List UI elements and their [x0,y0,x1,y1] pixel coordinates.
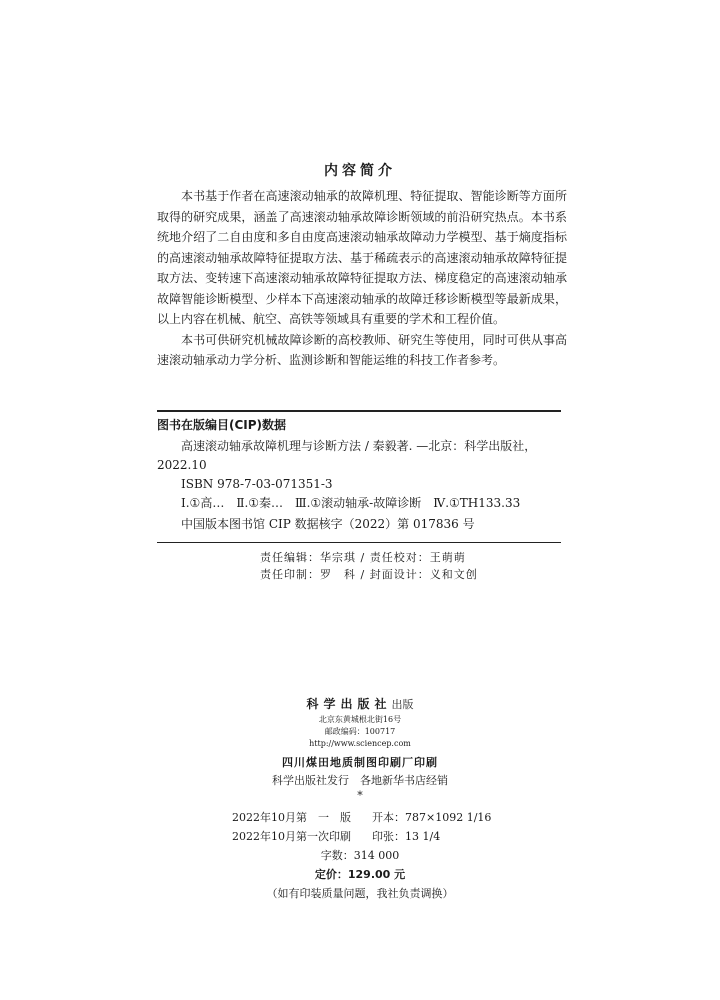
publisher-url: http://www.sciencep.com [309,739,411,748]
cip-classification: Ⅰ.①高… Ⅱ.①秦… Ⅲ.①滚动轴承-故障诊断 Ⅳ.①TH133.33 [181,496,521,510]
cip-isbn: ISBN 978-7-03-071351-3 [181,477,333,491]
credits-production: 责任印制：罗 科 / 封面设计：义和文创 [260,568,478,581]
distribution-line: 科学出版社发行 各地新华书店经销 [272,774,448,787]
printer-line: 四川煤田地质制图印刷厂印刷 [282,756,438,769]
edition-date: 2022年10月第 一 版 [232,811,351,824]
quality-notice: （如有印装质量问题，我社负责调换） [266,887,454,900]
publisher-address: 北京东黄城根北街16号 [318,715,402,724]
cip-heading: 图书在版编目(CIP)数据 [157,418,287,432]
summary-body [157,186,567,371]
separator-star: * [357,789,363,802]
cip-bottom-rule [157,542,561,543]
publisher-suffix: 出版 [391,698,414,711]
book-format: 开本：787×1092 1/16 [372,811,492,824]
summary-title: 内容简介 [324,163,396,179]
publisher-line [0,693,720,712]
summary-paragraph-1: 本书基于作者在高速滚动轴承的故障机理、特征提取、智能诊断等方面所取得的研究成果，涵盖了高速滚动轴承故障诊断领域的前沿研究热点。本书系统地介绍了二自由度和多自由度高速滚动轴承故障动力学模型、基于熵度指标的高速滚动轴承故障特征提取方法、基于稀疏表示的高速滚动轴承故障特征提取方法、变转速下高速滚动轴承故障特征提取方法、梯度稳定的高速滚动轴承故障智能诊断模型、少样本下高速滚动轴承的故障迁移诊断模型等最新成果，以上内容在机械、航空、高铁等领域具有重要的学术和工程价值。 [157,189,567,326]
cip-line-1: 高速滚动轴承故障机理与诊断方法 / 秦毅著. —北京：科学出版社， [181,439,537,453]
publisher-name: 科学出版社 [306,697,392,711]
cip-record-number: 中国版本图书馆 CIP 数据核字（2022）第 017836 号 [181,517,475,531]
word-count: 字数：314 000 [320,849,400,862]
cip-line-2: 2022.10 [157,458,207,472]
cip-top-rule [157,410,561,412]
publisher-postcode: 邮政编码：100717 [324,727,396,736]
print-date: 2022年10月第一次印刷 [232,830,351,843]
print-sheets: 印张：13 1/4 [372,830,441,843]
credits-editors: 责任编辑：华宗琪 / 责任校对：王萌萌 [260,551,466,564]
summary-paragraph-2: 本书可供研究机械故障诊断的高校教师、研究生等使用，同时可供从事高速滚动轴承动力学分析、监测诊断和智能运维的科技工作者参考。 [157,332,567,367]
book-price: 定价：129.00 元 [314,868,406,881]
